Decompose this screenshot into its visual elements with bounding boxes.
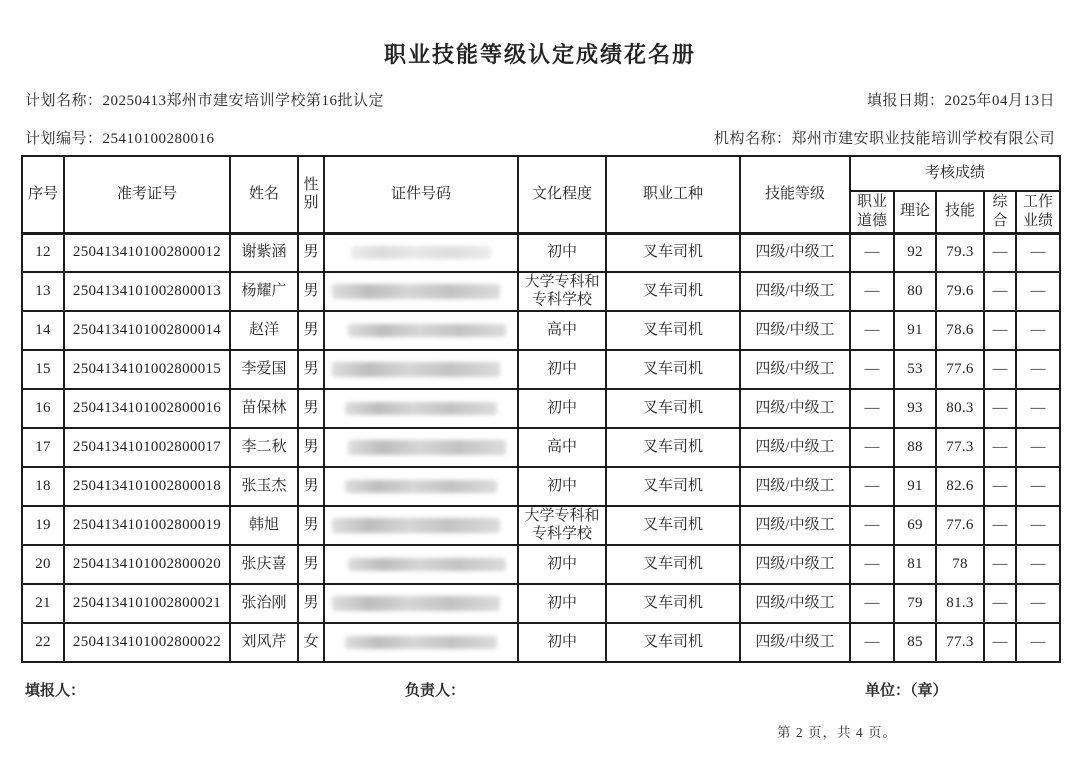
table-row [22,506,1060,545]
cell-skill-level: 四级/中级工 [740,623,850,662]
cell-occupation: 叉车司机 [606,467,740,506]
cell-work-score: — [1016,428,1060,467]
cell-name: 张庆喜 [230,545,298,584]
cell-education: 初中 [518,467,606,506]
redacted-id-number [332,596,500,611]
cell-theory-score: 93 [894,389,936,428]
cell-skill-score: 77.6 [936,350,984,389]
cell-id-no [324,233,518,272]
col-header-occupation: 职业工种 [606,156,740,233]
col-header-scores-group: 考核成绩 [850,156,1060,191]
cell-id-no [324,350,518,389]
cell-name: 韩旭 [230,506,298,545]
page-title: 职业技能等级认定成绩花名册 [383,42,696,67]
cell-gender: 男 [298,233,324,272]
filler-label: 填报人： [25,683,86,699]
redacted-id-number [351,246,491,259]
table-row [22,389,1060,428]
cell-name: 张玉杰 [230,467,298,506]
cell-skill-score: 82.6 [936,467,984,506]
table-row [22,467,1060,506]
cell-exam-no: 2504134101002800020 [64,545,230,584]
fill-date-value: 2025年04月13日 [944,93,1055,109]
cell-exam-no: 2504134101002800021 [64,584,230,623]
cell-exam-no: 2504134101002800015 [64,350,230,389]
col-header-skill-level: 技能等级 [740,156,850,233]
cell-seq: 22 [22,623,64,662]
plan-no-label: 计划编号： [25,131,103,147]
cell-education: 高中 [518,428,606,467]
cell-id-no [324,623,518,662]
unit-seal-label: 单位：（章） [865,683,948,699]
score-roster-table [21,155,1061,663]
cell-exam-no: 2504134101002800018 [64,467,230,506]
cell-exam-no: 2504134101002800022 [64,623,230,662]
table-row [22,623,1060,662]
col-header-skill: 技能 [936,191,984,233]
table-header [22,156,1060,233]
cell-comprehensive-score: — [984,389,1016,428]
cell-skill-level: 四级/中级工 [740,350,850,389]
cell-id-no [324,428,518,467]
redacted-id-number [332,518,500,533]
cell-education: 高中 [518,311,606,350]
table-row [22,428,1060,467]
cell-name: 赵洋 [230,311,298,350]
table-row [22,233,1060,272]
fill-date-label: 填报日期： [866,93,945,109]
col-header-exam-no: 准考证号 [64,156,230,233]
col-header-seq: 序号 [22,156,64,233]
cell-skill-score: 79.6 [936,272,984,311]
cell-ethics-score: — [850,545,894,584]
cell-ethics-score: — [850,389,894,428]
cell-skill-score: 78 [936,545,984,584]
cell-name: 张治刚 [230,584,298,623]
cell-seq: 16 [22,389,64,428]
table-row [22,545,1060,584]
cell-theory-score: 53 [894,350,936,389]
cell-occupation: 叉车司机 [606,233,740,272]
cell-gender: 男 [298,467,324,506]
cell-theory-score: 92 [894,233,936,272]
cell-education: 初中 [518,623,606,662]
cell-skill-score: 79.3 [936,233,984,272]
cell-education: 初中 [518,233,606,272]
cell-seq: 20 [22,545,64,584]
cell-skill-score: 81.3 [936,584,984,623]
cell-gender: 男 [298,311,324,350]
cell-seq: 15 [22,350,64,389]
cell-comprehensive-score: — [984,233,1016,272]
cell-work-score: — [1016,506,1060,545]
cell-skill-level: 四级/中级工 [740,389,850,428]
table-row [22,272,1060,311]
signature-row [25,679,1055,699]
table-row [22,350,1060,389]
cell-seq: 21 [22,584,64,623]
cell-ethics-score: — [850,350,894,389]
col-header-name: 姓名 [230,156,298,233]
cell-comprehensive-score: — [984,350,1016,389]
cell-theory-score: 88 [894,428,936,467]
cell-skill-level: 四级/中级工 [740,467,850,506]
meta-row-2 [25,127,1055,148]
cell-work-score: — [1016,350,1060,389]
cell-seq: 19 [22,506,64,545]
cell-skill-level: 四级/中级工 [740,506,850,545]
cell-id-no [324,272,518,311]
cell-occupation: 叉车司机 [606,428,740,467]
cell-seq: 14 [22,311,64,350]
cell-skill-score: 80.3 [936,389,984,428]
redacted-id-number [348,324,506,337]
cell-seq: 13 [22,272,64,311]
cell-comprehensive-score: — [984,272,1016,311]
meta-row-1 [25,89,1055,110]
cell-name: 杨耀广 [230,272,298,311]
cell-theory-score: 91 [894,311,936,350]
cell-occupation: 叉车司机 [606,389,740,428]
cell-ethics-score: — [850,623,894,662]
org-name-value: 郑州市建安职业技能培训学校有限公司 [791,131,1055,147]
cell-theory-score: 81 [894,545,936,584]
cell-comprehensive-score: — [984,467,1016,506]
table-row [22,311,1060,350]
cell-occupation: 叉车司机 [606,584,740,623]
cell-work-score: — [1016,233,1060,272]
cell-exam-no: 2504134101002800019 [64,506,230,545]
page-number: 第 2 页，共 4 页。 [777,725,897,740]
cell-name: 刘风芹 [230,623,298,662]
cell-id-no [324,467,518,506]
cell-comprehensive-score: — [984,428,1016,467]
cell-theory-score: 91 [894,467,936,506]
cell-gender: 男 [298,272,324,311]
cell-skill-level: 四级/中级工 [740,272,850,311]
cell-gender: 男 [298,545,324,584]
cell-education: 初中 [518,350,606,389]
cell-work-score: — [1016,584,1060,623]
cell-skill-level: 四级/中级工 [740,311,850,350]
cell-exam-no: 2504134101002800017 [64,428,230,467]
col-header-ethics: 职业道德 [850,191,894,233]
cell-theory-score: 69 [894,506,936,545]
cell-education: 初中 [518,545,606,584]
cell-work-score: — [1016,467,1060,506]
col-header-id-no: 证件号码 [324,156,518,233]
cell-ethics-score: — [850,506,894,545]
plan-no-value: 25410100280016 [102,131,215,147]
cell-id-no [324,506,518,545]
cell-name: 苗保林 [230,389,298,428]
fill-date [867,89,1055,110]
table-row [22,584,1060,623]
cell-ethics-score: — [850,467,894,506]
col-header-education: 文化程度 [518,156,606,233]
org-name-label: 机构名称： [713,131,792,147]
cell-skill-level: 四级/中级工 [740,545,850,584]
cell-theory-score: 80 [894,272,936,311]
score-table-body [22,233,1060,662]
cell-ethics-score: — [850,584,894,623]
plan-name [25,89,384,110]
cell-seq: 12 [22,233,64,272]
cell-gender: 男 [298,428,324,467]
redacted-id-number [332,284,500,299]
cell-work-score: — [1016,272,1060,311]
cell-skill-score: 77.3 [936,623,984,662]
cell-occupation: 叉车司机 [606,623,740,662]
cell-skill-score: 77.6 [936,506,984,545]
cell-comprehensive-score: — [984,311,1016,350]
cell-exam-no: 2504134101002800013 [64,272,230,311]
cell-gender: 男 [298,584,324,623]
cell-education: 初中 [518,389,606,428]
cell-id-no [324,545,518,584]
cell-seq: 18 [22,467,64,506]
cell-comprehensive-score: — [984,545,1016,584]
cell-id-no [324,389,518,428]
cell-comprehensive-score: — [984,623,1016,662]
cell-ethics-score: — [850,272,894,311]
redacted-id-number [348,440,506,455]
plan-no [25,127,215,148]
col-header-gender: 性别 [298,156,324,233]
cell-skill-score: 78.6 [936,311,984,350]
cell-skill-level: 四级/中级工 [740,584,850,623]
org-name [714,127,1055,148]
cell-name: 李爱国 [230,350,298,389]
cell-gender: 男 [298,506,324,545]
cell-occupation: 叉车司机 [606,506,740,545]
cell-id-no [324,311,518,350]
cell-education: 初中 [518,584,606,623]
cell-skill-score: 77.3 [936,428,984,467]
cell-work-score: — [1016,389,1060,428]
cell-gender: 男 [298,389,324,428]
cell-seq: 17 [22,428,64,467]
col-header-theory: 理论 [894,191,936,233]
cell-exam-no: 2504134101002800016 [64,389,230,428]
cell-work-score: — [1016,623,1060,662]
cell-work-score: — [1016,545,1060,584]
plan-name-value: 20250413郑州市建安培训学校第16批认定 [102,93,385,109]
cell-ethics-score: — [850,428,894,467]
redacted-id-number [332,362,500,377]
cell-skill-level: 四级/中级工 [740,233,850,272]
col-header-work: 工作业绩 [1016,191,1060,233]
cell-education: 大学专科和专科学校 [518,272,606,311]
redacted-id-number [348,558,506,571]
cell-comprehensive-score: — [984,506,1016,545]
responsible-label: 负责人： [405,683,466,699]
plan-name-label: 计划名称： [25,93,103,109]
cell-id-no [324,584,518,623]
cell-name: 谢紫涵 [230,233,298,272]
col-header-comprehensive: 综合 [984,191,1016,233]
cell-gender: 男 [298,350,324,389]
cell-occupation: 叉车司机 [606,272,740,311]
cell-ethics-score: — [850,233,894,272]
cell-theory-score: 79 [894,584,936,623]
cell-comprehensive-score: — [984,584,1016,623]
redacted-id-number [345,402,497,415]
cell-theory-score: 85 [894,623,936,662]
cell-ethics-score: — [850,311,894,350]
cell-skill-level: 四级/中级工 [740,428,850,467]
cell-education: 大学专科和专科学校 [518,506,606,545]
cell-exam-no: 2504134101002800014 [64,311,230,350]
cell-occupation: 叉车司机 [606,545,740,584]
cell-gender: 女 [298,623,324,662]
cell-occupation: 叉车司机 [606,350,740,389]
cell-exam-no: 2504134101002800012 [64,233,230,272]
cell-name: 李二秋 [230,428,298,467]
redacted-id-number [345,636,497,649]
cell-occupation: 叉车司机 [606,311,740,350]
redacted-id-number [345,480,497,493]
cell-work-score: — [1016,311,1060,350]
